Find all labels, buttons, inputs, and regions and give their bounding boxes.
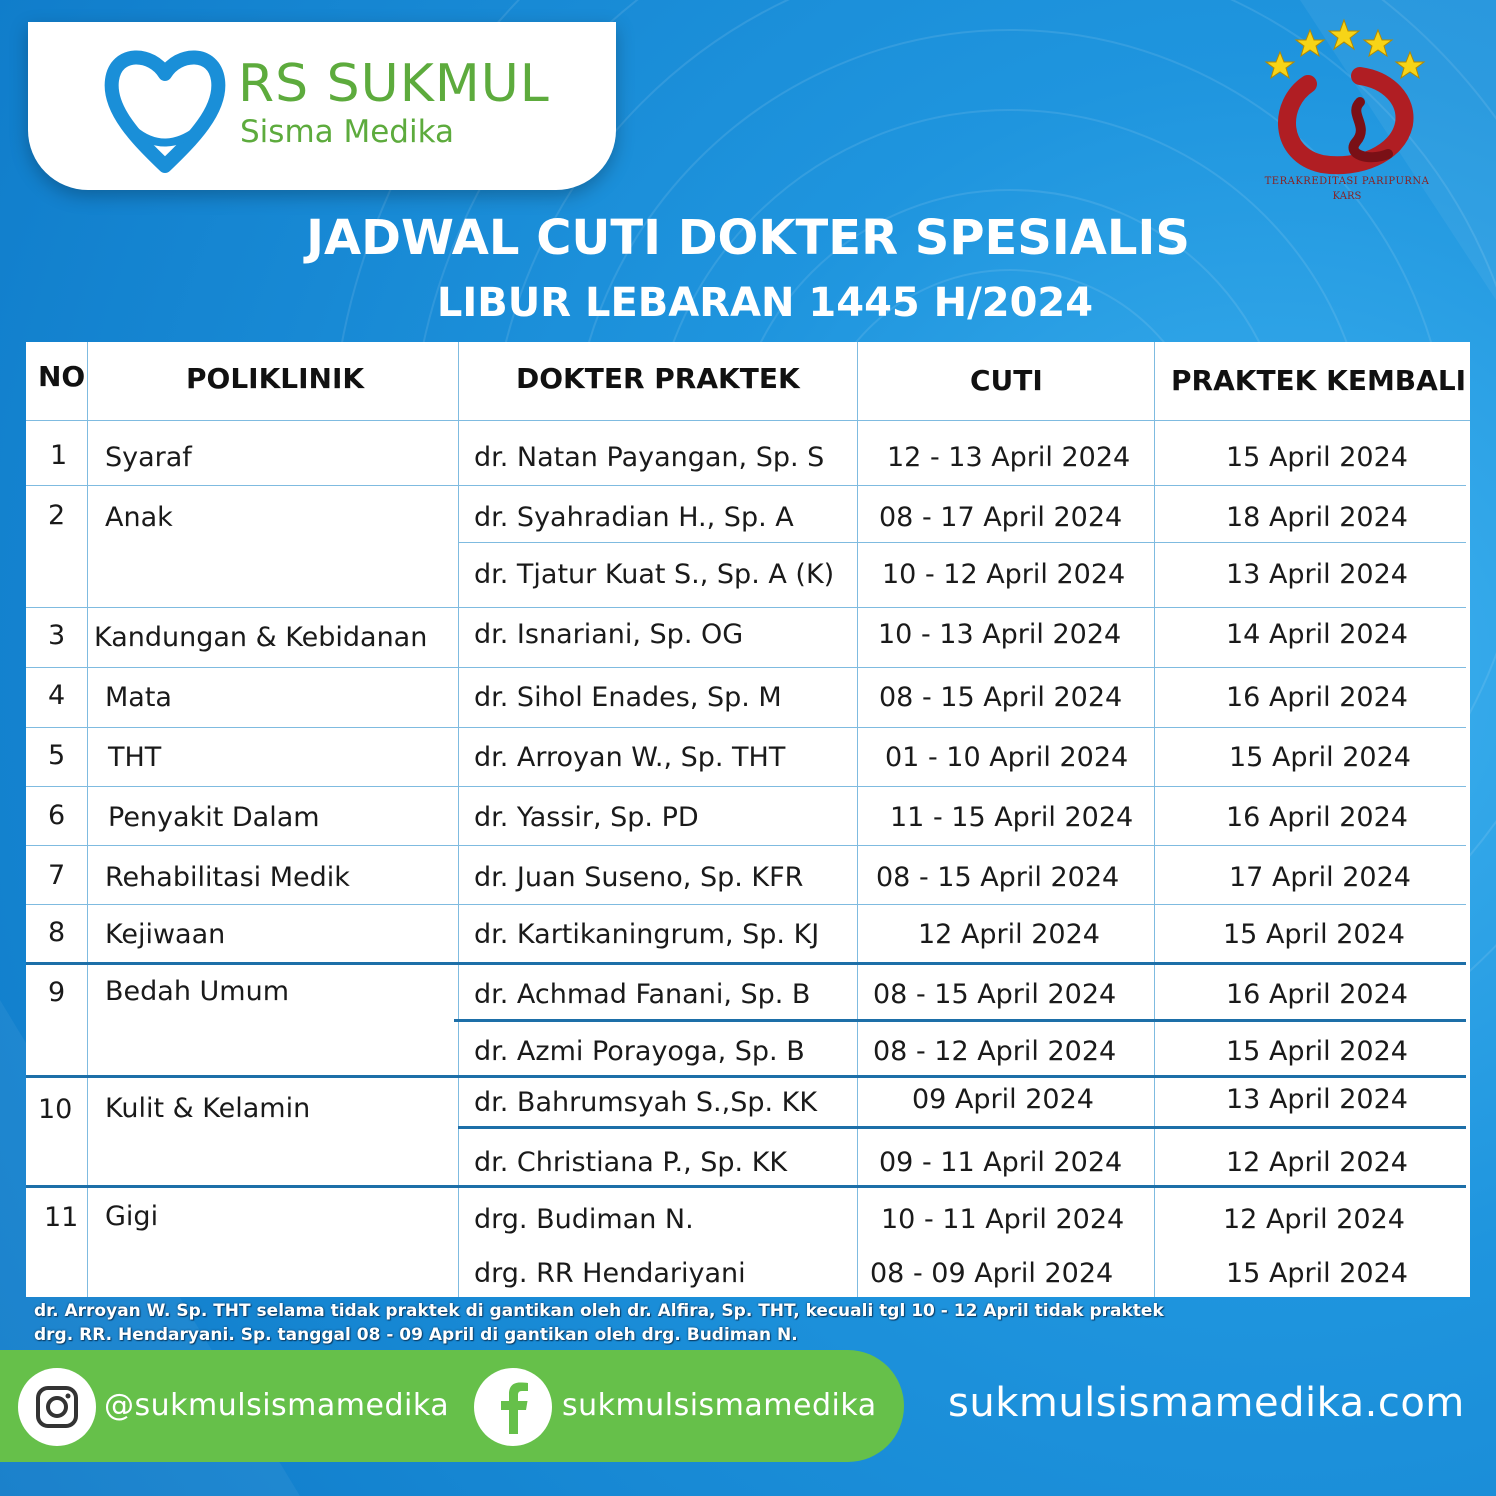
row-number: 10 — [38, 1094, 73, 1125]
row-number: 8 — [48, 917, 66, 948]
row-divider — [458, 1126, 1466, 1129]
row-divider — [26, 1075, 1466, 1078]
leave-dates: 10 - 11 April 2024 — [881, 1204, 1125, 1235]
poliklinik-name: Bedah Umum — [105, 976, 289, 1007]
footnote: drg. RR. Hendaryani. Sp. tanggal 08 - 09 April di gantikan oleh drg. Budiman N. — [34, 1325, 798, 1345]
doctor-name: dr. Arroyan W., Sp. THT — [474, 742, 786, 773]
row-divider — [26, 904, 1466, 905]
return-date: 18 April 2024 — [1226, 502, 1408, 533]
header-cuti: CUTI — [970, 364, 1043, 397]
page-subtitle: LIBUR LEBARAN 1445 H/2024 — [436, 280, 1094, 326]
row-divider — [26, 485, 1466, 486]
instagram-handle[interactable]: @sukmulsismamedika — [104, 1388, 450, 1423]
return-date: 13 April 2024 — [1226, 559, 1408, 590]
facebook-handle[interactable]: sukmulsismamedika — [562, 1388, 877, 1423]
website-link[interactable]: sukmulsismamedika.com — [948, 1380, 1465, 1426]
brand-name: RS SUKMUL — [238, 54, 550, 114]
row-number: 3 — [48, 620, 66, 651]
row-divider — [458, 542, 1466, 543]
return-date: 15 April 2024 — [1226, 442, 1408, 473]
doctor-name: dr. Sihol Enades, Sp. M — [474, 682, 782, 713]
accreditation-text: TERAKREDITASI PARIPURNA — [1264, 176, 1430, 187]
doctor-name: dr. Kartikaningrum, Sp. KJ — [474, 919, 820, 950]
doctor-name: dr. Syahradian H., Sp. A — [474, 502, 794, 533]
return-date: 16 April 2024 — [1226, 802, 1408, 833]
row-number: 6 — [48, 800, 66, 831]
row-number: 2 — [48, 500, 66, 531]
page-title: JADWAL CUTI DOKTER SPESIALIS — [306, 210, 1190, 266]
doctor-name: drg. Budiman N. — [474, 1204, 694, 1235]
leave-dates: 12 April 2024 — [918, 919, 1100, 950]
footnote: dr. Arroyan W. Sp. THT selama tidak praktek di gantikan oleh dr. Alfira, Sp. THT, kecuali tgl 10 - 12 April tidak praktek — [34, 1301, 1164, 1321]
poliklinik-name: Rehabilitasi Medik — [105, 862, 350, 893]
poliklinik-name: Gigi — [105, 1201, 159, 1232]
brand-subname: Sisma Medika — [240, 114, 455, 150]
logo-card — [28, 22, 616, 190]
leave-dates: 08 - 15 April 2024 — [873, 979, 1117, 1010]
leave-dates: 09 - 11 April 2024 — [879, 1147, 1123, 1178]
leave-dates: 10 - 13 April 2024 — [878, 619, 1122, 650]
leave-dates: 09 April 2024 — [912, 1084, 1094, 1115]
doctor-name: dr. Juan Suseno, Sp. KFR — [474, 862, 804, 893]
row-divider — [26, 962, 1466, 965]
row-divider — [26, 786, 1466, 787]
return-date: 13 April 2024 — [1226, 1084, 1408, 1115]
row-number: 9 — [48, 977, 66, 1008]
leave-dates: 12 - 13 April 2024 — [887, 442, 1131, 473]
poliklinik-name: Kulit & Kelamin — [105, 1093, 311, 1124]
header-no: NO — [38, 360, 86, 393]
header-dokter: DOKTER PRAKTEK — [516, 362, 800, 395]
leave-dates: 11 - 15 April 2024 — [890, 802, 1134, 833]
poliklinik-name: Syaraf — [105, 442, 192, 473]
leave-dates: 08 - 09 April 2024 — [870, 1258, 1114, 1289]
row-divider — [26, 1185, 1466, 1188]
poliklinik-name: Anak — [105, 502, 173, 533]
row-number: 1 — [50, 440, 68, 471]
doctor-name: dr. Azmi Porayoga, Sp. B — [474, 1036, 805, 1067]
row-divider — [26, 607, 1466, 608]
leave-dates: 08 - 12 April 2024 — [873, 1036, 1117, 1067]
row-divider — [26, 845, 1466, 846]
facebook-icon[interactable] — [474, 1368, 552, 1446]
leave-dates: 10 - 12 April 2024 — [882, 559, 1126, 590]
doctor-name: dr. Tjatur Kuat S., Sp. A (K) — [474, 559, 835, 590]
row-divider — [454, 1019, 1466, 1022]
heart-logo-icon — [104, 44, 226, 176]
poliklinik-name: Kejiwaan — [105, 919, 226, 950]
leave-dates: 08 - 15 April 2024 — [876, 862, 1120, 893]
doctor-name: dr. Achmad Fanani, Sp. B — [474, 979, 811, 1010]
accreditation-body: KARS — [1332, 191, 1362, 202]
row-number: 11 — [44, 1202, 79, 1233]
doctor-name: dr. Isnariani, Sp. OG — [474, 619, 744, 650]
row-number: 5 — [48, 740, 66, 771]
return-date: 15 April 2024 — [1226, 1258, 1408, 1289]
header-poliklinik: POLIKLINIK — [186, 362, 365, 395]
return-date: 16 April 2024 — [1226, 979, 1408, 1010]
doctor-name: drg. RR Hendariyani — [474, 1258, 746, 1289]
doctor-name: dr. Yassir, Sp. PD — [474, 802, 699, 833]
row-divider — [26, 727, 1466, 728]
leave-dates: 08 - 15 April 2024 — [879, 682, 1123, 713]
poliklinik-name: Kandungan & Kebidanan — [94, 622, 428, 653]
return-date: 15 April 2024 — [1226, 1036, 1408, 1067]
poliklinik-name: Penyakit Dalam — [108, 802, 320, 833]
header-divider — [26, 420, 1470, 421]
header-praktek-kembali: PRAKTEK KEMBALI — [1171, 364, 1467, 397]
row-divider — [26, 667, 1466, 668]
leave-dates: 01 - 10 April 2024 — [885, 742, 1129, 773]
return-date: 15 April 2024 — [1229, 742, 1411, 773]
poliklinik-name: THT — [108, 742, 162, 773]
row-number: 7 — [48, 860, 66, 891]
leave-dates: 08 - 17 April 2024 — [879, 502, 1123, 533]
return-date: 14 April 2024 — [1226, 619, 1408, 650]
row-number: 4 — [48, 680, 66, 711]
poliklinik-name: Mata — [105, 682, 172, 713]
return-date: 17 April 2024 — [1229, 862, 1411, 893]
doctor-name: dr. Bahrumsyah S.,Sp. KK — [474, 1087, 818, 1118]
doctor-name: dr. Christiana P., Sp. KK — [474, 1147, 788, 1178]
doctor-name: dr. Natan Payangan, Sp. S — [474, 442, 825, 473]
return-date: 15 April 2024 — [1223, 919, 1405, 950]
instagram-icon[interactable] — [18, 1368, 96, 1446]
return-date: 12 April 2024 — [1226, 1147, 1408, 1178]
return-date: 12 April 2024 — [1223, 1204, 1405, 1235]
schedule-table — [26, 342, 1470, 1297]
return-date: 16 April 2024 — [1226, 682, 1408, 713]
